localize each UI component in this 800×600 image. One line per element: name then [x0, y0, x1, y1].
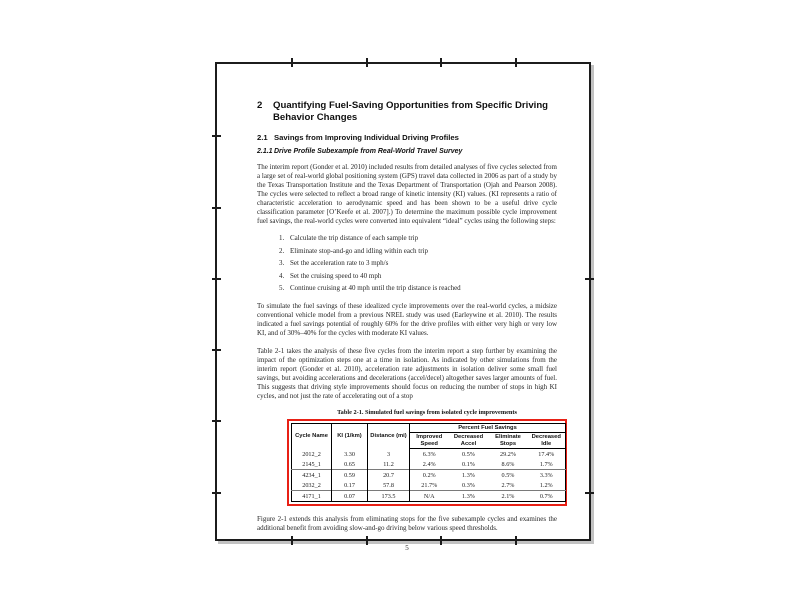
table-cell: 1.2% [539, 481, 553, 489]
table-cell: 20.7 [368, 470, 410, 481]
table-cell: 173.5 [368, 491, 410, 502]
subsection-heading [257, 133, 557, 142]
list-item [279, 234, 557, 243]
column-header-distance: Distance (mi) [368, 423, 410, 449]
paragraph-intro: The interim report (Gonder et al. 2010) included results from detailed analyses of five cycles selected from a large set of real-world global positioning system (GPS) travel data collected in 2006 as part of a study by the Texas Transportation Institute and the Texas Department of Transportation (Ojah and Pearson 2008). The cycles were selected to reflect a broad range of kinetic intensity (KI) values. (KI represents a ratio of characteristic acceleration to aerodynamic speed and has been shown to be a useful drive cycle classification parameter [O’Keefe et al. 2007].) To determine the maximum possible cycle improvement fuel savings, the real-world cycles were converted into equivalent “ideal” cycles using the following steps: [257, 162, 557, 226]
column-header-eliminate-stops: Eliminate Stops [489, 433, 528, 449]
list-item-text: Set the cruising speed to 40 mph [290, 271, 382, 280]
section-title: Quantifying Fuel-Saving Opportunities from Specific Driving Behavior Changes [273, 100, 549, 123]
table-row [292, 459, 566, 470]
table-cell: 2.7% [501, 481, 515, 489]
table-cell: 11.2 [368, 459, 410, 470]
table-cell: 4171_1 [292, 491, 332, 502]
table-cell: 4234_1 [292, 470, 332, 481]
list-item [279, 284, 557, 293]
page-number: 5 [405, 543, 409, 552]
table-cell: 2032_2 [292, 480, 332, 491]
table-cell: 2012_2 [292, 449, 332, 460]
table-header-row [292, 423, 566, 433]
table-cell: 3.3% [528, 470, 566, 481]
table-cell: 21.7% [421, 481, 438, 489]
list-item [279, 272, 557, 281]
subsection-title: Savings from Improving Individual Driving Profiles [274, 133, 459, 142]
table-highlight-annotation [287, 419, 567, 507]
column-group-header-percent-fuel-savings: Percent Fuel Savings [410, 423, 566, 433]
table-row [292, 449, 566, 460]
subsubsection-heading [257, 148, 557, 157]
document-page [215, 62, 591, 552]
paragraph-figure-reference: Figure 2-1 extends this analysis from eliminating stops for the five subexample cycles and examines the additional benefit from avoiding slow-and-go driving below various speed thresholds. [257, 515, 557, 533]
ideal-cycle-steps-list [279, 234, 557, 293]
table-cell: N/A [410, 491, 449, 502]
table-cell: 8.6% [501, 460, 515, 468]
table-cell: 29.2% [500, 450, 516, 458]
column-header-ki: KI (1/km) [332, 423, 368, 449]
table-cell: 0.5% [489, 470, 528, 481]
table-cell: 3 [368, 449, 410, 460]
section-heading [257, 100, 557, 123]
column-header-cycle-name: Cycle Name [292, 423, 332, 449]
list-item-text: Continue cruising at 40 mph until the trip distance is reached [290, 284, 461, 293]
table-cell: 0.2% [410, 470, 449, 481]
list-item-number: 5. [279, 284, 285, 293]
table-cell: 2.1% [489, 491, 528, 502]
subsection-number: 2.1 [257, 133, 268, 142]
table-cell: 0.07 [332, 491, 368, 502]
fuel-savings-table [291, 423, 566, 503]
subsubsection-title: Drive Profile Subexample from Real-World Travel Survey [274, 148, 463, 155]
list-item [279, 259, 557, 268]
table-cell: 3.30 [332, 449, 368, 460]
column-header-decreased-idle: Decreased Idle [528, 433, 566, 449]
table-cell: 1.3% [449, 491, 489, 502]
list-item-text: Calculate the trip distance of each sample trip [290, 234, 419, 243]
table-row [292, 491, 566, 502]
table-cell: 57.8 [368, 480, 410, 491]
table-cell: 2145_1 [292, 459, 332, 470]
table-cell: 1.3% [449, 470, 489, 481]
list-item-number: 4. [279, 271, 285, 280]
table-cell: 0.1% [462, 460, 475, 468]
paragraph-table-discussion: Table 2-1 takes the analysis of these five cycles from the interim report a step further by examining the impact of the optimization steps one at a time in isolation. As indicated by other simulations from the interim report (Gonder et al. 2010), acceleration rate adjustments in isolation deliver some small fuel savings, but avoiding accelerations and decelerations (accel/decel) altogether saves larger amounts of fuel. This suggests that driving style improvements should focus on reducing the number of stops in high KI cycles, and not just the rate of accelerating out of a stop [257, 346, 557, 400]
table-caption: Table 2-1. Simulated fuel savings from isolated cycle improvements [337, 409, 517, 417]
section-number: 2 [257, 100, 263, 111]
table-cell: 0.65 [332, 459, 368, 470]
table-cell: 17.4% [538, 450, 555, 458]
list-item-text: Set the acceleration rate to 3 mph/s [290, 259, 389, 268]
table-cell: 2.4% [422, 460, 436, 468]
table-cell: 0.3% [462, 481, 475, 489]
subsubsection-number: 2.1.1 [257, 148, 273, 155]
page-content [217, 64, 589, 552]
list-item-number: 1. [279, 234, 285, 243]
table-cell: 0.59 [332, 470, 368, 481]
column-header-decreased-accel: Decreased Accel [449, 433, 489, 449]
list-item-number: 3. [279, 259, 285, 268]
list-item-number: 2. [279, 246, 285, 255]
table-cell: 0.5% [462, 450, 475, 458]
table-cell: 0.7% [528, 491, 566, 502]
column-header-improved-speed: Improved Speed [410, 433, 449, 449]
table-cell: 6.3% [422, 450, 436, 458]
table-row [292, 480, 566, 491]
table-cell: 1.7% [539, 460, 553, 468]
table-cell: 0.17 [332, 480, 368, 491]
paragraph-simulation-results: To simulate the fuel savings of these idealized cycle improvements over the real-world cycles, a midsize conventional vehicle model from a previous NREL study was used (Earleywine et al. 2010). The results indicated a fuel savings potential of roughly 60% for the drive profiles with either very high or very low KI, and of 30%–40% for the cycles with moderate KI values. [257, 302, 557, 338]
fuel-savings-table-block [287, 409, 567, 506]
table-row [292, 470, 566, 481]
list-item [279, 247, 557, 256]
list-item-text: Eliminate stop-and-go and idling within each trip [290, 246, 429, 255]
